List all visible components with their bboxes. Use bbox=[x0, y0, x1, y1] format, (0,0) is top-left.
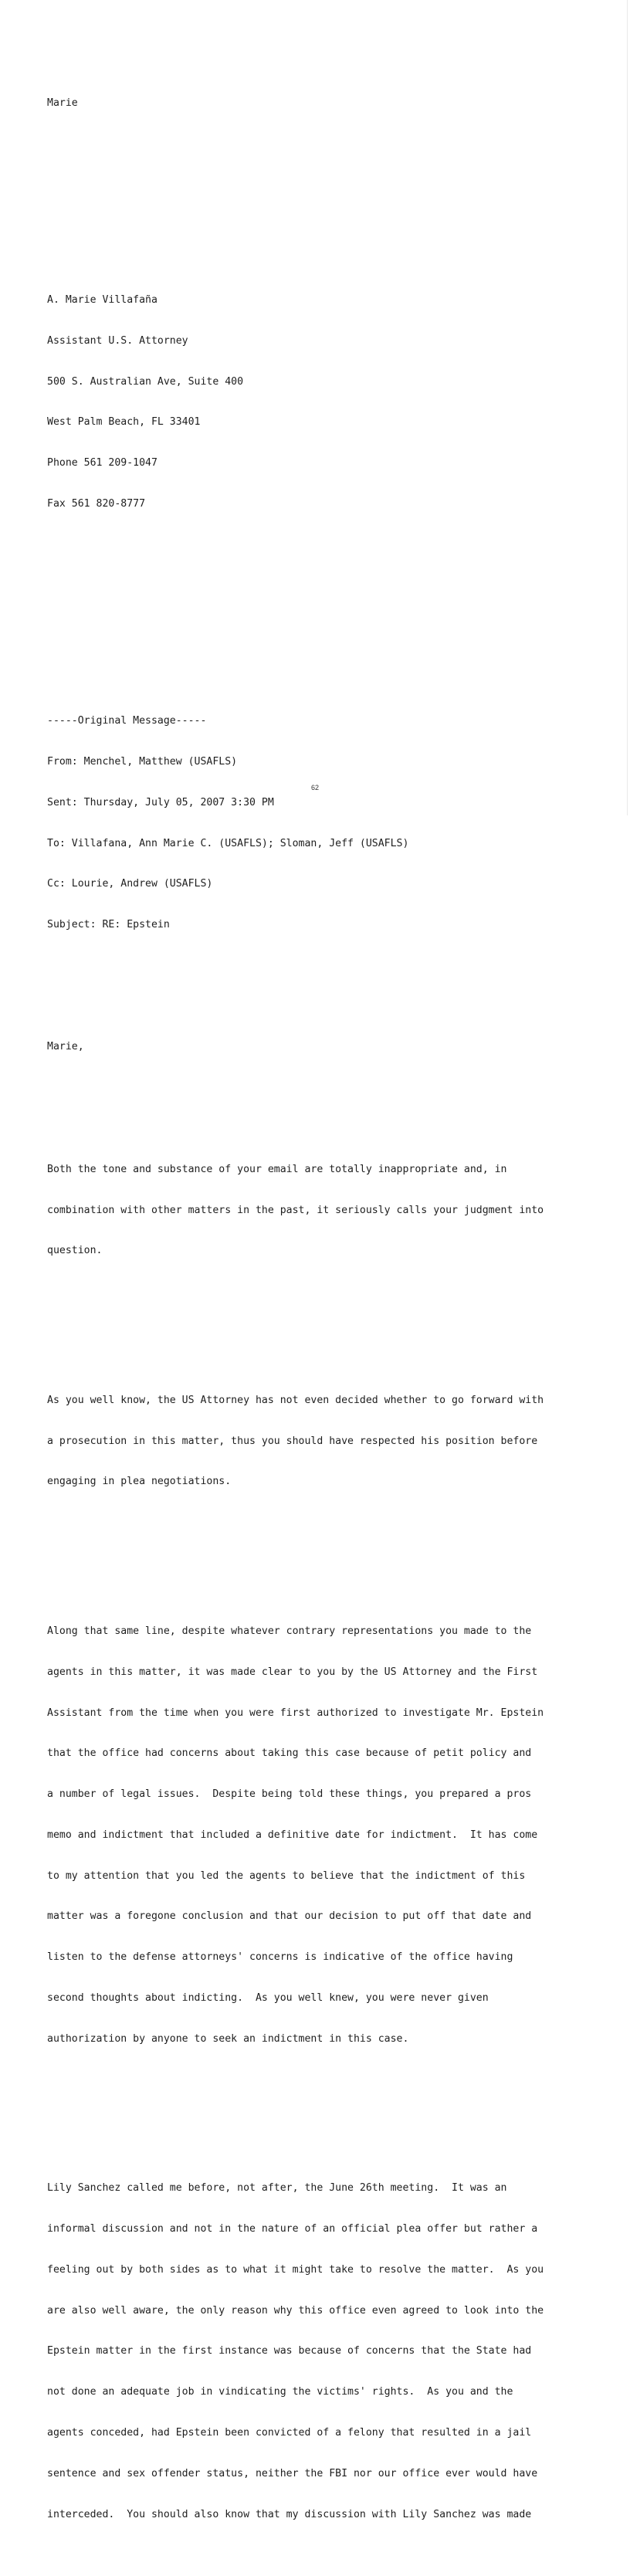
paragraph-line: to my attention that you led the agents to believe that the indictment of this bbox=[47, 1869, 526, 1882]
paragraph-line: are also well aware, the only reason why this office even agreed to look into the bbox=[47, 2304, 544, 2317]
paragraph bbox=[47, 1598, 588, 2073]
paragraph-line: question. bbox=[47, 1245, 103, 1257]
paragraph-line: second thoughts about indicting. As you well knew, you were never given bbox=[47, 1992, 489, 2005]
paragraph-line: combination with other matters in the past, it seriously calls your judgment into bbox=[47, 1204, 544, 1216]
paragraph-line: that the office had concerns about taking this case because of petit policy and bbox=[47, 1747, 532, 1760]
paragraph-line: Assistant from the time when you were first authorized to investigate Mr. Epstein bbox=[47, 1707, 544, 1719]
paragraph-line: Epstein matter in the first instance was because of concerns that the State had bbox=[47, 2345, 532, 2357]
signoff: Marie bbox=[47, 97, 78, 110]
paragraph-line: matter was a foregone conclusion and that our decision to put off that date and bbox=[47, 1910, 532, 1923]
signature-name: A. Marie Villafaña bbox=[47, 294, 158, 306]
signature-address: 500 S. Australian Ave, Suite 400 bbox=[47, 375, 244, 388]
paragraph-line: not done an adequate job in vindicating the victims' rights. As you and the bbox=[47, 2386, 513, 2398]
paragraph-line: memo and indictment that included a definitive date for indictment. It has come bbox=[47, 1829, 538, 1841]
email-body bbox=[47, 69, 588, 2576]
paragraph-line: Both the tone and substance of your email are totally inappropriate and, in bbox=[47, 1163, 507, 1175]
header-from: From: Menchel, Matthew (USAFLS) bbox=[47, 756, 238, 768]
page-number: 62 bbox=[310, 784, 319, 791]
paragraph-line: sentence and sex offender status, neither the FBI nor our office ever would have bbox=[47, 2467, 538, 2479]
header-cc: Cc: Lourie, Andrew (USAFLS) bbox=[47, 878, 213, 890]
scan-edge bbox=[627, 0, 628, 815]
paragraph-line: interceded. You should also know that my discussion with Lily Sanchez was made bbox=[47, 2508, 532, 2520]
paragraph bbox=[47, 2154, 588, 2548]
signature-fax: Fax 561 820-8777 bbox=[47, 497, 146, 510]
signature-block bbox=[47, 266, 588, 538]
signature-city: West Palm Beach, FL 33401 bbox=[47, 416, 201, 429]
paragraph-line: agents in this matter, it was made clear to you by the US Attorney and the First bbox=[47, 1666, 538, 1678]
paragraph-line: feeling out by both sides as to what it might take to resolve the matter. As you bbox=[47, 2263, 544, 2276]
paragraph-line: engaging in plea negotiations. bbox=[47, 1476, 232, 1488]
original-message-divider: -----Original Message----- bbox=[47, 715, 207, 727]
paragraph-line: Along that same line, despite whatever contrary representations you made to the bbox=[47, 1625, 532, 1637]
paragraph-line: agents conceded, had Epstein been convicted of a felony that resulted in a jail bbox=[47, 2427, 532, 2439]
paragraph-line: authorization by anyone to seek an indictment in this case. bbox=[47, 2032, 409, 2045]
paragraph-line: As you well know, the US Attorney has not even decided whether to go forward with bbox=[47, 1394, 544, 1406]
header-to: To: Villafana, Ann Marie C. (USAFLS); Sloman, Jeff (USAFLS) bbox=[47, 837, 409, 849]
paragraph bbox=[47, 1367, 588, 1517]
paragraph-line: listen to the defense attorneys' concerns is indicative of the office having bbox=[47, 1951, 513, 1964]
paragraph-line: informal discussion and not in the nature of an official plea offer but rather a bbox=[47, 2223, 538, 2235]
paragraph-line: Lily Sanchez called me before, not after, the June 26th meeting. It was an bbox=[47, 2182, 507, 2195]
header-subject: Subject: RE: Epstein bbox=[47, 919, 170, 931]
header-sent: Sent: Thursday, July 05, 2007 3:30 PM bbox=[47, 796, 274, 808]
paragraph-line: a number of legal issues. Despite being told these things, you prepared a pros bbox=[47, 1788, 532, 1801]
signature-title: Assistant U.S. Attorney bbox=[47, 334, 188, 347]
greeting: Marie, bbox=[47, 1041, 84, 1053]
signature-phone: Phone 561 209-1047 bbox=[47, 457, 158, 469]
original-message-header bbox=[47, 687, 588, 959]
paragraph-line: a prosecution in this matter, thus you should have respected his position before bbox=[47, 1435, 538, 1447]
paragraph bbox=[47, 1136, 588, 1286]
